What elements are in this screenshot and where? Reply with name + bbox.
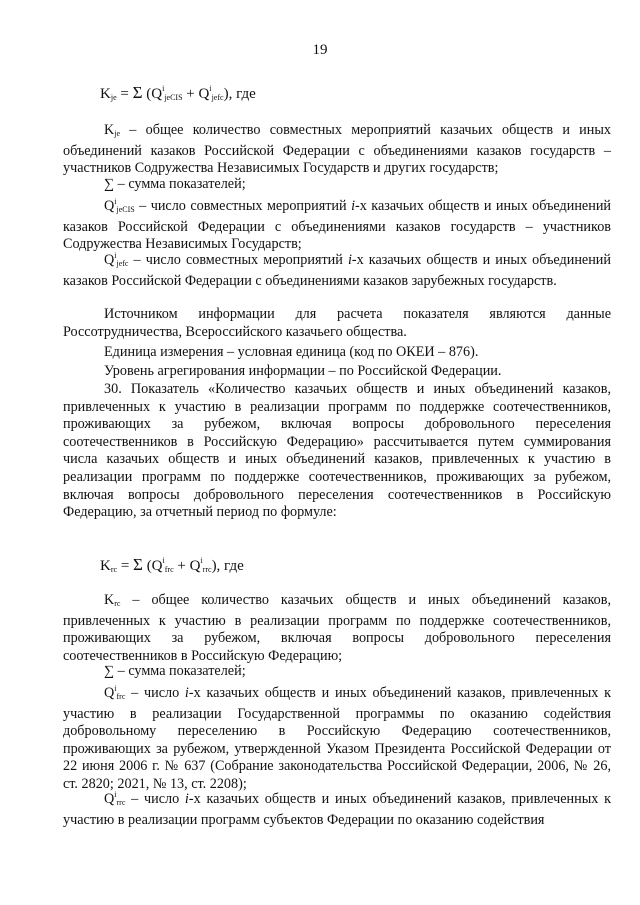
unit-paragraph: Единица измерения – условная единица (код по ОКЕИ – 876). bbox=[104, 344, 479, 360]
symbol-sup: i bbox=[114, 197, 117, 206]
formula-lhs-sub: rc bbox=[110, 565, 118, 574]
symbol: K bbox=[104, 122, 115, 138]
definition-sum bbox=[63, 176, 611, 194]
formula-lhs-sub: jе bbox=[110, 93, 117, 102]
definition-text: – общее количество казачьих обществ и иных объединений казаков, привлеченных к участию в реализации программ по поддержке соотечественников, проживающих за рубежом, включая вопросы добровольного переселения соотечественников в Российскую Федерацию; bbox=[63, 592, 611, 664]
definition-text: – число совместных мероприятий bbox=[128, 252, 348, 268]
formula-kje bbox=[100, 83, 256, 103]
definition-text: – число bbox=[125, 791, 185, 807]
item-30-paragraph: 30. Показатель «Количество казачьих обществ и иных объединений казаков, привлеченных к участию в реализации программ по поддержке соотечественников, проживающих за рубежом, включая вопросы добровольного переселения соотечественников в Российскую Федерацию» рассчитывается путем суммирования числа казачьих обществ и иных объединений казаков, привлеченных к участию в реализации программ по поддержке соотечественников, проживающих за рубежом, включая вопросы добровольного переселения соотечественников в Российскую Федерацию, за отчетный период по формуле: bbox=[63, 381, 611, 521]
italic-i: i bbox=[184, 685, 189, 701]
italic-i: i bbox=[184, 791, 189, 807]
definition-text: – число совместных мероприятий bbox=[134, 198, 352, 214]
symbol-sup: i bbox=[114, 684, 117, 693]
formula-sub: frc bbox=[164, 565, 174, 574]
definition-text: -х казачьих обществ и иных объединений казаков, привлеченных к участию в реализации Государственной программы по оказанию содействия добровольному переселению в Российскую Федерацию соотечественников, проживающих за рубежом, утвержденной Указом Президента Российской Федерации от 22 июня 2006 г. № 637 (Собрание законодательства Российской Федерации, 2006, № 26, ст. 2820; 2021, № 13, ст. 2208); bbox=[63, 685, 611, 792]
definition-text: – число bbox=[125, 685, 185, 701]
sigma-symbol: Σ bbox=[133, 555, 143, 574]
definition-text: – общее количество совместных мероприятий казачьих обществ и иных объединений казаков Российской Федерации с объединениями казаков государств – участников Содружества Независимых Государств и других государств; bbox=[63, 122, 611, 177]
formula-sup: i bbox=[162, 84, 165, 93]
definition-q-frc bbox=[63, 680, 611, 794]
formula-close: ), где bbox=[223, 86, 256, 102]
formula-sup: i bbox=[200, 556, 203, 565]
symbol-sup: i bbox=[114, 790, 117, 799]
source-paragraph: Источником информации для расчета показателя являются данные Россотрудничества, Всероссийского казачьего общества. bbox=[63, 306, 611, 340]
formula-lhs: K bbox=[100, 86, 111, 102]
definition-krc bbox=[63, 592, 611, 665]
symbol-sup: i bbox=[114, 251, 117, 260]
formula-eq: = bbox=[117, 558, 134, 574]
symbol-sub: jе bbox=[114, 129, 121, 138]
page-number: 19 bbox=[312, 42, 328, 58]
symbol: Q bbox=[104, 685, 115, 701]
aggregation-paragraph: Уровень агрегирования информации – по Российской Федерации. bbox=[104, 363, 502, 379]
definition-text: -х казачьих обществ и иных объединений казаков Российской Федерации с объединениями казаков государств – участников Содружества Независимых Государств; bbox=[63, 198, 611, 253]
formula-term: + Q bbox=[173, 558, 201, 574]
symbol-sub: jefc bbox=[116, 259, 129, 268]
symbol-sub: rc bbox=[114, 599, 121, 608]
symbol-sub: jеCIS bbox=[116, 205, 135, 214]
sum-symbol: ∑ bbox=[104, 176, 115, 192]
formula-term: (Q bbox=[142, 558, 163, 574]
sum-symbol: ∑ bbox=[104, 663, 115, 679]
definition-text: – сумма показателей; bbox=[114, 176, 246, 192]
symbol-sub: frc bbox=[116, 692, 126, 701]
formula-term: + Q bbox=[182, 86, 210, 102]
symbol: Q bbox=[104, 198, 115, 214]
formula-sub: rrc bbox=[202, 565, 212, 574]
definition-text: – сумма показателей; bbox=[114, 663, 246, 679]
formula-sup: i bbox=[209, 84, 212, 93]
definition-sum-2 bbox=[63, 663, 611, 681]
symbol: Q bbox=[104, 252, 115, 268]
formula-lhs: K bbox=[100, 558, 111, 574]
definition-kje bbox=[63, 122, 611, 178]
italic-i: i bbox=[351, 198, 356, 214]
definition-text: -х казачьих обществ и иных объединений казаков Российской Федерации с объединениями казаков зарубежных государств. bbox=[63, 252, 611, 289]
definition-text: -х казачьих обществ и иных объединений казаков, привлеченных к участию в реализации программ субъектов Федерации по оказанию содействия bbox=[63, 791, 611, 828]
formula-krc bbox=[100, 555, 244, 575]
formula-close: ), где bbox=[211, 558, 244, 574]
definition-q-rrc bbox=[63, 786, 611, 829]
formula-eq: = bbox=[116, 86, 133, 102]
formula-sub: jеCIS bbox=[164, 93, 183, 102]
formula-term: (Q bbox=[142, 86, 163, 102]
sigma-symbol: Σ bbox=[132, 83, 143, 102]
definition-q-fc bbox=[63, 247, 611, 290]
formula-sup: i bbox=[162, 556, 165, 565]
symbol-sub: rrc bbox=[116, 798, 126, 807]
symbol: K bbox=[104, 592, 115, 608]
italic-i: i bbox=[347, 252, 352, 268]
symbol: Q bbox=[104, 791, 115, 807]
definition-q-cis bbox=[63, 193, 611, 254]
formula-sub: jefc bbox=[211, 93, 224, 102]
